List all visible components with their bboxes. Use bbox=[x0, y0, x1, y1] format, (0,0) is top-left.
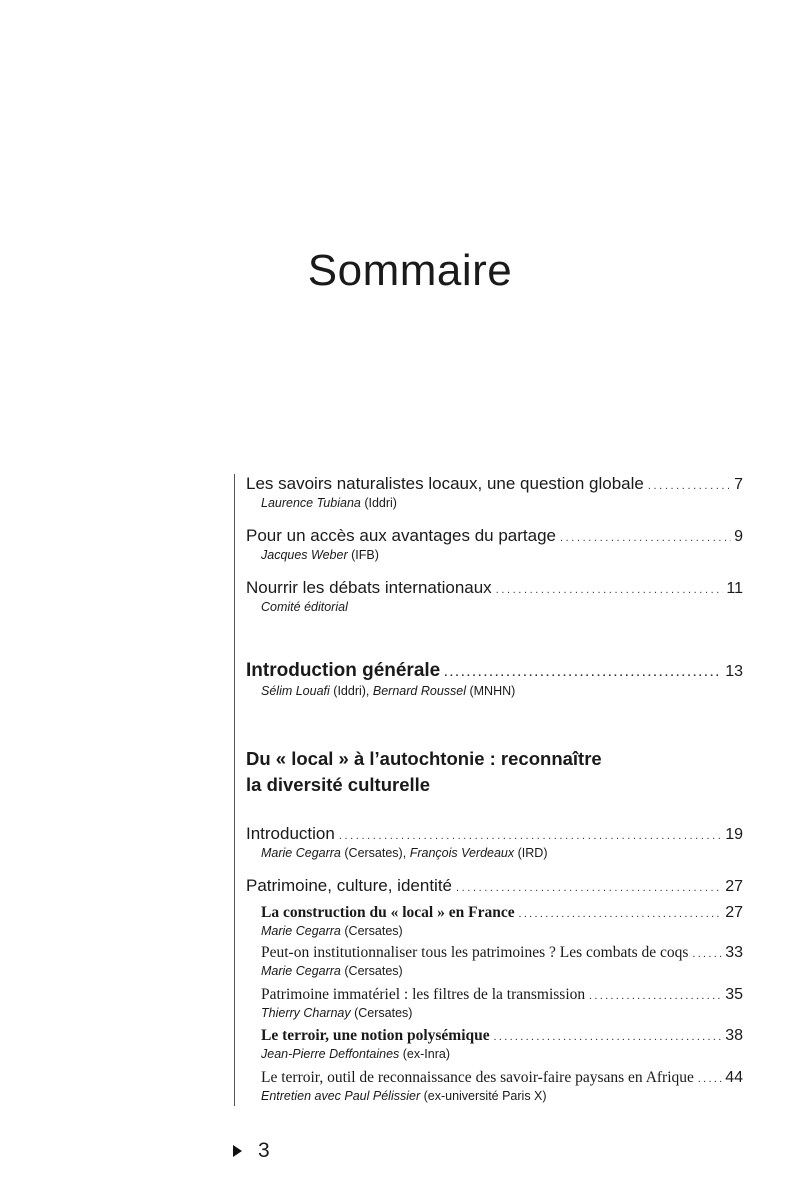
toc-subentry[interactable] bbox=[261, 1027, 743, 1061]
leader-dots bbox=[496, 584, 724, 596]
toc-entry-affiliation: (Cersates), bbox=[344, 846, 407, 860]
toc-entry-title: Introduction bbox=[246, 824, 335, 843]
toc-entry-page: 19 bbox=[725, 826, 743, 843]
toc-entry-page: 7 bbox=[734, 476, 743, 493]
leader-dots bbox=[519, 908, 723, 920]
leader-dots bbox=[698, 1073, 722, 1085]
leader-dots bbox=[692, 948, 722, 960]
toc-entry-author: Laurence Tubiana bbox=[261, 496, 361, 510]
toc-entry-affiliation: (Cersates) bbox=[354, 1006, 413, 1020]
section-heading-line: la diversité culturelle bbox=[246, 774, 431, 795]
toc-entry[interactable] bbox=[246, 578, 743, 614]
toc-entry-title: Les savoirs naturalistes locaux, une question globale bbox=[246, 474, 644, 493]
toc-entry-page: 27 bbox=[725, 904, 743, 921]
toc-entry-affiliation: (Iddri) bbox=[364, 496, 397, 510]
toc-entry-affiliation: (Cersates) bbox=[344, 924, 403, 938]
toc-entry-title: Patrimoine, culture, identité bbox=[246, 876, 452, 895]
toc-entry-author: Jean-Pierre Deffontaines bbox=[261, 1047, 400, 1061]
toc-entry-title: Nourrir les débats internationaux bbox=[246, 578, 492, 597]
toc-subentry[interactable] bbox=[261, 904, 743, 938]
toc-entry-page: 35 bbox=[725, 986, 743, 1003]
toc-entry-title: Le terroir, une notion polysémique bbox=[261, 1027, 490, 1044]
toc-entry-affiliation: (MNHN) bbox=[469, 684, 516, 698]
page-number: 3 bbox=[258, 1139, 270, 1162]
toc-entry-author: Bernard Roussel bbox=[372, 684, 466, 698]
toc-entry-author: Thierry Charnay bbox=[261, 1006, 351, 1020]
toc-entry-affiliation: (ex-Inra) bbox=[402, 1047, 450, 1061]
toc-entry-affiliation: (IFB) bbox=[351, 548, 379, 562]
toc-entry-page: 44 bbox=[725, 1069, 743, 1086]
toc-entry-author: Entretien avec Paul Pélissier bbox=[261, 1089, 421, 1103]
toc-entry-author: Marie Cegarra bbox=[261, 924, 341, 938]
toc-entry-title: La construction du « local » en France bbox=[261, 904, 515, 921]
leader-dots bbox=[456, 882, 722, 894]
leader-dots bbox=[339, 830, 722, 842]
leader-dots bbox=[589, 990, 722, 1002]
toc-entry-affiliation: (ex-université Paris X) bbox=[423, 1089, 547, 1103]
toc-entry-page: 38 bbox=[725, 1027, 743, 1044]
toc-entry-affiliation: (IRD) bbox=[517, 846, 548, 860]
leader-dots bbox=[648, 480, 731, 492]
leader-dots bbox=[560, 532, 731, 544]
toc-subentry[interactable] bbox=[261, 1069, 743, 1103]
leader-dots bbox=[444, 667, 722, 679]
toc-subentry[interactable] bbox=[261, 944, 743, 978]
toc-entry-page: 13 bbox=[725, 663, 743, 680]
toc-entry-author: Jacques Weber bbox=[261, 548, 348, 562]
triangle-marker-icon bbox=[233, 1145, 242, 1157]
toc-entry[interactable] bbox=[246, 526, 743, 562]
table-of-contents bbox=[234, 474, 743, 1106]
toc-entry[interactable] bbox=[246, 474, 743, 510]
toc-entry-introduction-generale[interactable] bbox=[246, 660, 743, 698]
toc-entry-title: Le terroir, outil de reconnaissance des savoir-faire paysans en Afrique bbox=[261, 1069, 694, 1086]
toc-entry-page: 33 bbox=[725, 944, 743, 961]
leader-dots bbox=[494, 1031, 723, 1043]
toc-entry-page: 27 bbox=[725, 878, 743, 895]
toc-entry-title: Patrimoine immatériel : les filtres de la transmission bbox=[261, 986, 586, 1003]
page-footer bbox=[233, 1139, 270, 1163]
toc-entry[interactable] bbox=[246, 824, 743, 860]
toc-entry-author: Marie Cegarra bbox=[261, 964, 341, 978]
page-title: Sommaire bbox=[307, 246, 513, 295]
section-heading-line: Du « local » à l’autochtonie : reconnaître bbox=[246, 748, 602, 769]
toc-entry-affiliation: (Iddri), bbox=[333, 684, 370, 698]
toc-entry-author: François Verdeaux bbox=[409, 846, 515, 860]
toc-entry-title: Introduction générale bbox=[246, 660, 441, 681]
toc-entry-author: Sélim Louafi bbox=[261, 684, 330, 698]
toc-entry-title: Pour un accès aux avantages du partage bbox=[246, 526, 556, 545]
toc-entry-page: 11 bbox=[726, 580, 743, 597]
toc-entry-title: Peut-on institutionnaliser tous les patrimoines ? Les combats de coqs bbox=[261, 944, 689, 961]
toc-entry-author: Comité éditorial bbox=[261, 600, 348, 614]
toc-subentry[interactable] bbox=[261, 986, 743, 1020]
toc-entry[interactable] bbox=[246, 876, 743, 896]
toc-entry-affiliation: (Cersates) bbox=[344, 964, 403, 978]
section-heading bbox=[246, 746, 602, 798]
toc-entry-page: 9 bbox=[734, 528, 743, 545]
toc-entry-author: Marie Cegarra bbox=[261, 846, 341, 860]
